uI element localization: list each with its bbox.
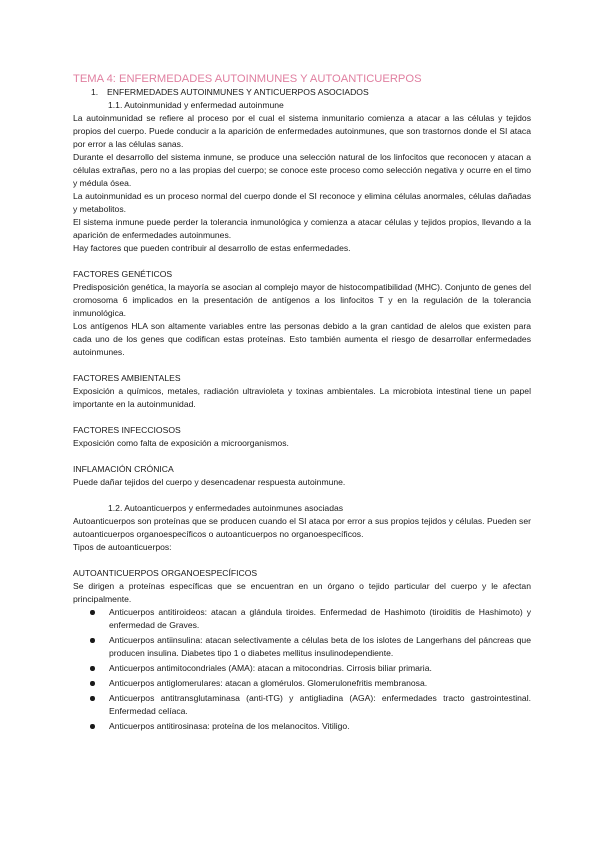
factor-heading: FACTORES GENÉTICOS (73, 269, 173, 279)
list-item: Anticuerpos antimitocondriales (AMA): atacan a mitocondrias. Cirrosis biliar primaria. (73, 662, 531, 675)
factor-heading: FACTORES AMBIENTALES (73, 373, 181, 383)
paragraph: Predisposición genética, la mayoría se asocian al complejo mayor de histocompatibilidad (MHC). Conjunto de genes del cromosoma 6 implicados en la presentación de antígenos a los linfocitos T y en la regulación de la tolerancia inmunológica. (73, 282, 531, 318)
list-item: Anticuerpos antiglomerulares: atacan a glomérulos. Glomerulonefritis membranosa. (73, 677, 531, 690)
paragraph: Exposición como falta de exposición a microorganismos. (73, 438, 289, 448)
paragraph: Exposición a químicos, metales, radiación ultravioleta y toxinas ambientales. La microbiota intestinal tiene un papel importante en la autoinmunidad. (73, 386, 531, 409)
paragraph: Tipos de autoanticuerpos: (73, 542, 172, 552)
paragraph: La autoinmunidad se refiere al proceso por el cual el sistema inmunitario comienza a atacar a las células y tejidos propios del cuerpo. Puede conducir a la aparición de enfermedades autoinmunes, que son trastornos donde el SI ataca por error a las células sanas. (73, 113, 531, 149)
bullet-icon (90, 638, 95, 643)
factor-heading: INFLAMACIÓN CRÓNICA (73, 464, 174, 474)
paragraph: La autoinmunidad es un proceso normal del cuerpo donde el SI reconoce y elimina células anormales, células dañadas y metabolitos. (73, 191, 531, 214)
antibody-list (73, 606, 531, 733)
section-number: 1. (91, 87, 99, 97)
paragraph: Autoanticuerpos son proteínas que se producen cuando el SI ataca por error a sus propios tejidos y células. Pueden ser autoanticuerpos organoespecíficos o autoanticuerpos no organoespecíficos. (73, 516, 531, 539)
list-item: Anticuerpos antitiroideos: atacan a glándula tiroides. Enfermedad de Hashimoto (tiroiditis de Hashimoto) y enfermedad de Graves. (73, 606, 531, 632)
factor-heading: FACTORES INFECCIOSOS (73, 425, 181, 435)
subsection-heading: 1.1. Autoinmunidad y enfermedad autoinmune (108, 100, 284, 110)
paragraph: Los antígenos HLA son altamente variables entre las personas debido a la gran cantidad de alelos que existen para cada uno de los genes que codifican estas proteínas. Esto también aumenta el riesgo de desarrollar enfermedades autoinmunes. (73, 321, 531, 357)
list-item: Anticuerpos antiinsulina: atacan selectivamente a células beta de los islotes de Langerhans del páncreas que producen insulina. Diabetes tipo 1 o diabetes mellitus insulinodependiente. (73, 634, 531, 660)
document-content (73, 72, 531, 735)
paragraph: Se dirigen a proteínas específicas que se encuentran en un órgano o tejido particular del cuerpo y le afectan principalmente. (73, 581, 531, 604)
list-item: Anticuerpos antitirosinasa: proteína de los melanocitos. Vitiligo. (73, 720, 531, 733)
list-item: Anticuerpos antitransglutaminasa (anti-tTG) y antigliadina (AGA): enfermedades tracto gastrointestinal. Enfermedad celíaca. (73, 692, 531, 718)
organo-heading: AUTOANTICUERPOS ORGANOESPECÍFICOS (73, 568, 258, 578)
paragraph: Puede dañar tejidos del cuerpo y desencadenar respuesta autoinmune. (73, 477, 346, 487)
section-heading-text: ENFERMEDADES AUTOINMUNES Y ANTICUERPOS ASOCIADOS (107, 87, 369, 97)
paragraph: Hay factores que pueden contribuir al desarrollo de estas enfermedades. (73, 243, 351, 253)
paragraph: Durante el desarrollo del sistema inmune, se produce una selección natural de los linfocitos que reconocen y atacan a células extrañas, pero no a las propias del cuerpo; se conoce este proceso como selección negativa y ocurre en el timo y médula ósea. (73, 152, 531, 188)
subsection-heading: 1.2. Autoanticuerpos y enfermedades autoinmunes asociadas (108, 503, 344, 513)
document-title: TEMA 4: ENFERMEDADES AUTOINMUNES Y AUTOANTICUERPOS (73, 73, 422, 85)
paragraph: El sistema inmune puede perder la tolerancia inmunológica y comienza a atacar células y tejidos propios, llevando a la aparición de enfermedades autoinmunes. (73, 217, 531, 240)
bullet-icon (90, 610, 95, 615)
section-heading (91, 86, 531, 99)
bullet-icon (90, 724, 95, 729)
bullet-icon (90, 681, 95, 686)
bullet-icon (90, 696, 95, 701)
bullet-icon (90, 666, 95, 671)
